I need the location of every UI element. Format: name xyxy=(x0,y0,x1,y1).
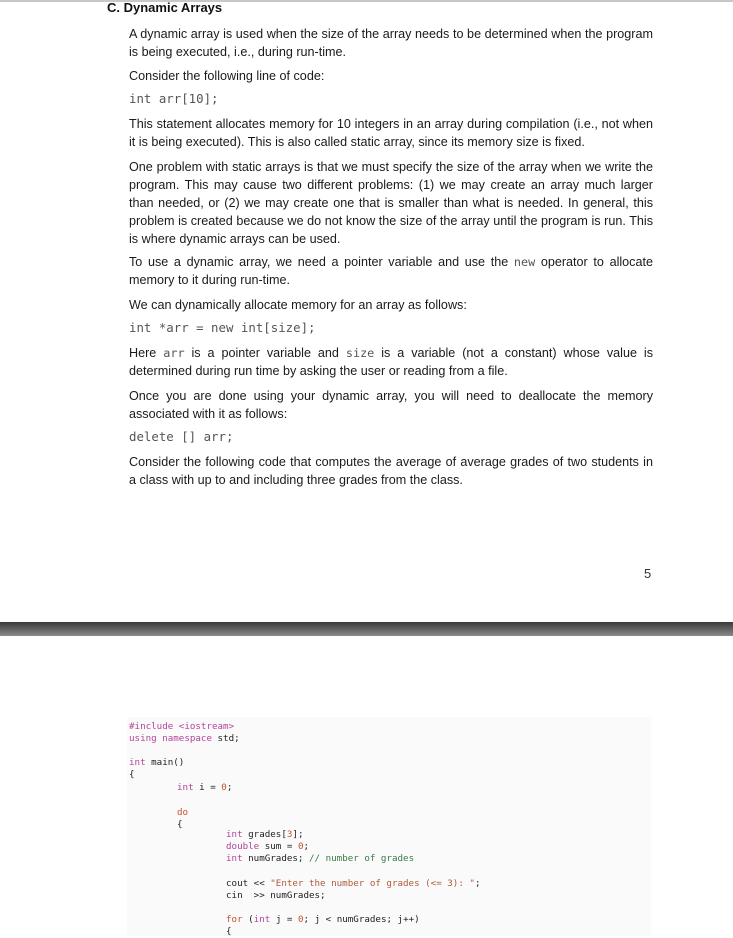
code-token: <iostream> xyxy=(173,721,235,732)
text-segment: is a pointer variable and xyxy=(184,346,346,360)
inline-code-new: new xyxy=(513,255,536,269)
code-dynamic-allocation: int *arr = new int[size]; xyxy=(129,320,316,335)
paragraph-use-dynamic-array xyxy=(129,253,653,289)
code-line-include xyxy=(129,721,234,733)
code-token: 0 xyxy=(297,841,304,852)
code-line-grades xyxy=(226,829,304,841)
paragraph-average-grades: Consider the following code that computes the average of average grades of two students in a class with up to and including three grades from the class. xyxy=(129,455,653,487)
code-token: ( xyxy=(242,914,254,925)
code-line-cout xyxy=(226,878,480,890)
code-line-int-i xyxy=(177,782,232,794)
section-heading: C. Dynamic Arrays xyxy=(107,0,223,15)
text-segment: operator to allocate memory to it during run-time. xyxy=(129,255,653,287)
code-line-using xyxy=(129,733,240,745)
code-token: numGrades; xyxy=(242,853,309,864)
code-delete-array: delete [] arr; xyxy=(129,429,234,444)
code-line-do-brace: { xyxy=(177,819,183,830)
inline-code-arr: arr xyxy=(163,346,185,360)
code-static-array: int arr[10]; xyxy=(129,91,219,106)
code-token: ; xyxy=(303,841,310,852)
code-listing xyxy=(127,717,651,936)
code-line-for xyxy=(226,914,420,926)
code-token: main() xyxy=(145,757,185,768)
code-token: ; xyxy=(474,878,481,889)
code-token: int xyxy=(177,782,194,793)
code-comment: // number of grades xyxy=(309,853,415,864)
paragraph-static-array-problem: One problem with static arrays is that we must specify the size of the array when we write the program. This may cause two different problems: (1) we may create an array much larger than needed, or (2) we may create one that is smaller than what is needed. In general, this problem is created because we do not know the size of the array until the program is run. This is where dynamic arrays can be used. xyxy=(129,160,653,246)
code-line-sum xyxy=(226,841,309,853)
code-token: int xyxy=(226,829,243,840)
code-line-do xyxy=(177,807,188,819)
text-segment: Here xyxy=(129,346,164,360)
code-token: ]; xyxy=(292,829,304,840)
code-token: j = xyxy=(270,914,298,925)
code-line-open-brace: { xyxy=(129,769,135,780)
code-token: double xyxy=(226,841,260,852)
code-string: "Enter the number of grades (<= 3): " xyxy=(270,878,475,889)
code-token: cout << xyxy=(226,878,271,889)
paragraph-deallocate: Once you are done using your dynamic array, you will need to deallocate the memory associated with it as follows: xyxy=(129,389,653,421)
paragraph-consider-code: Consider the following line of code: xyxy=(129,69,325,83)
code-line-main xyxy=(129,757,184,769)
code-token: std; xyxy=(211,733,240,744)
code-token: ; j < numGrades; j++) xyxy=(303,914,420,925)
code-token: 3 xyxy=(286,829,293,840)
code-token: for xyxy=(226,914,243,925)
code-token: grades[ xyxy=(242,829,287,840)
paragraph-static-allocation: This statement allocates memory for 10 integers in an array during compilation (i.e., not when it is being executed). This is also called static array, since its memory size is fixed. xyxy=(129,117,653,149)
code-token: int xyxy=(226,853,243,864)
code-token: int xyxy=(253,914,271,925)
paragraph-dynamic-array-definition: A dynamic array is used when the size of the array needs to be determined when the program is being executed, i.e., during run-time. xyxy=(129,27,653,59)
code-token: using namespace xyxy=(129,733,212,744)
page-divider xyxy=(0,622,733,636)
code-token: do xyxy=(177,807,189,818)
code-token: i = xyxy=(193,782,222,793)
text-segment: is a variable (not a constant) whose value is determined during run time by asking the user or reading from a file. xyxy=(129,346,654,378)
paragraph-pointer-variable xyxy=(129,344,653,380)
text-segment: To use a dynamic array, we need a pointer variable and use the xyxy=(129,255,514,269)
code-line-for-brace: { xyxy=(226,926,232,937)
code-token: ; xyxy=(226,782,233,793)
inline-code-size: size xyxy=(345,346,375,360)
code-token: 0 xyxy=(221,782,227,793)
code-line-cin: cin >> numGrades; xyxy=(226,890,326,901)
paragraph-allocate-as-follows: We can dynamically allocate memory for an array as follows: xyxy=(129,298,467,312)
page-number: 5 xyxy=(644,566,652,581)
code-token: 0 xyxy=(297,914,304,925)
code-token: sum = xyxy=(259,841,298,852)
code-token: #include xyxy=(129,721,174,732)
code-line-numgrades xyxy=(226,853,414,865)
code-token: int xyxy=(129,757,146,768)
